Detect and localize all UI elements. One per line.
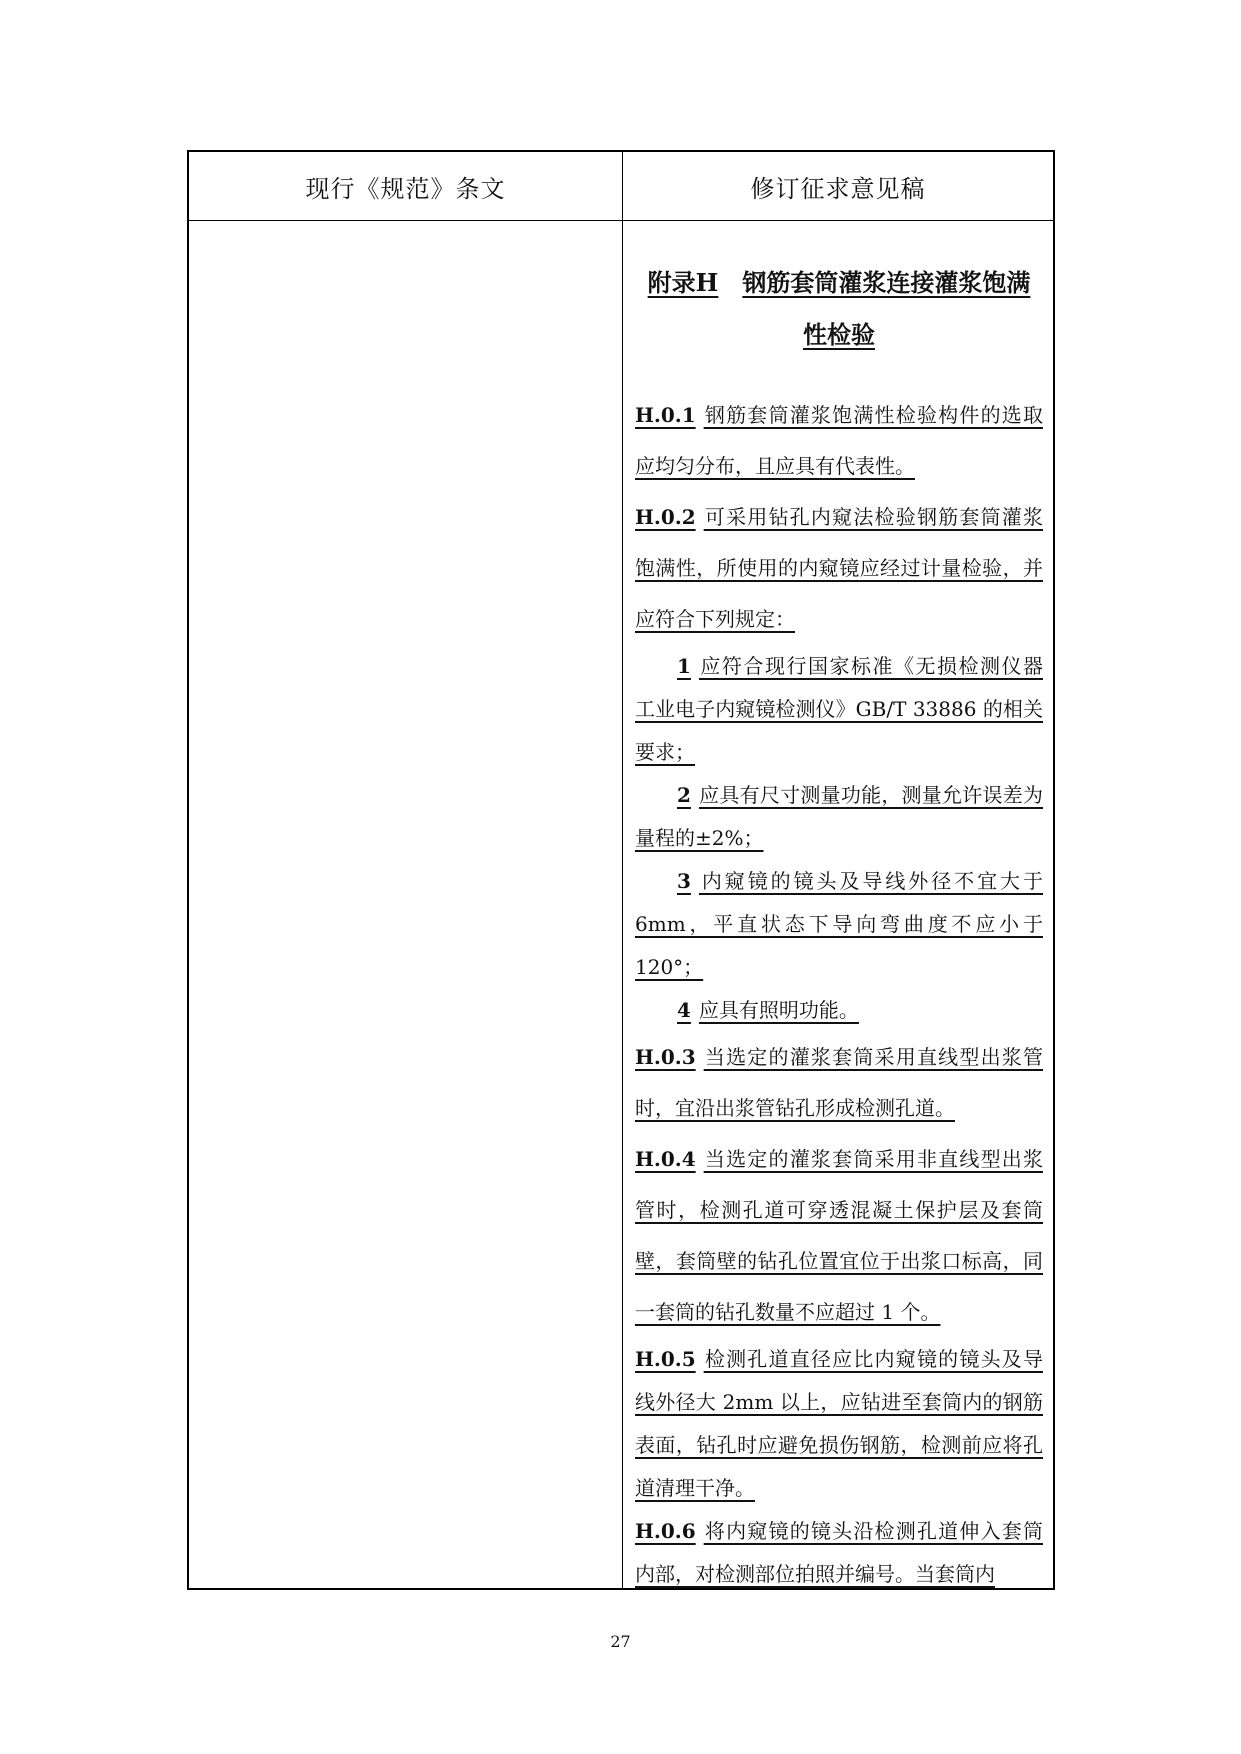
revision-column [635,221,1043,1596]
clause-h05: H.0.5 检测孔道直径应比内窥镜的镜头及导线外径大 2mm 以上，应钻进至套筒内的钢筋表面，钻孔时应避免损伤钢筋，检测前应将孔道清理干净。 [635,1347,1043,1500]
appendix-label: 附录H [647,268,719,297]
page-number: 27 [610,1632,631,1651]
clause-h01: H.0.1 钢筋套筒灌浆饱满性检验构件的选取应均匀分布，且应具有代表性。 [635,403,1043,478]
column-divider [622,152,623,1588]
clause-h03: H.0.3 当选定的灌浆套筒采用直线型出浆管时，宜沿出浆管钻孔形成检测孔道。 [635,1045,1043,1120]
clause-h06: H.0.6 将内窥镜的镜头沿检测孔道伸入套筒内部，对检测部位拍照并编号。当套筒内 [635,1519,1043,1586]
appendix-title-line2: 性检验 [803,320,875,349]
clause-h02-item-1: 1 应符合现行国家标准《无损检测仪器 工业电子内窥镜检测仪》GB/T 33886 的相关要求； [635,654,1043,764]
clause-h02-item-2: 2 应具有尺寸测量功能，测量允许误差为量程的±2%； [635,783,1043,850]
comparison-table [187,150,1055,1590]
clause-h04: H.0.4 当选定的灌浆套筒采用非直线型出浆管时，检测孔道可穿透混凝土保护层及套筒壁，套筒壁的钻孔位置宜位于出浆口标高，同一套筒的钻孔数量不应超过 1 个。 [635,1147,1043,1324]
clause-h02: H.0.2 可采用钻孔内窥法检验钢筋套筒灌浆饱满性，所使用的内窥镜应经过计量检验，并应符合下列规定： [635,505,1043,631]
appendix-title-line1: 钢筋套筒灌浆连接灌浆饱满 [742,268,1031,297]
appendix-title [635,257,1043,361]
clause-h02-item-3: 3 内窥镜的镜头及导线外径不宜大于6mm，平直状态下导向弯曲度不应小于120°； [635,869,1043,979]
header-revision-draft: 修订征求意见稿 [750,174,926,203]
clause-h02-item-4: 4 应具有照明功能。 [677,998,859,1022]
header-current-code: 现行《规范》条文 [305,174,506,203]
